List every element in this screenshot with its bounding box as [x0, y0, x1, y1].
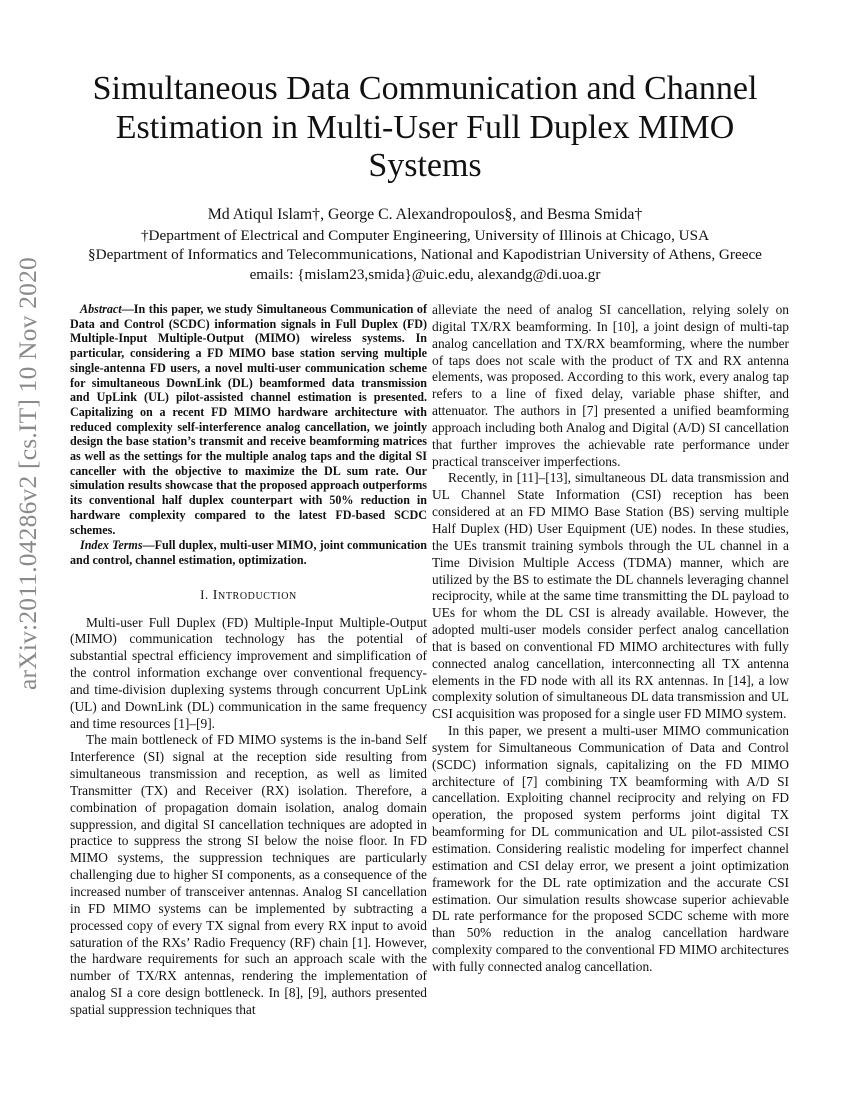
abstract — [70, 302, 427, 537]
body-paragraph: In this paper, we present a multi-user MIMO communication system for Simultaneous Communication of Data and Control (SCDC) information signals, capitalizing on the FD MIMO architecture of [7] combining TX beamforming with A/D SI cancellation. Exploiting channel reciprocity and relying on FD operation, the proposed system performs joint digital TX beamforming for DL communication and UL pilot-assisted CSI estimation. Considering realistic modeling for imperfect channel estimation and CSI delay error, we present a joint optimization framework for the DL rate optimization and the accurate CSI estimation. Our simulation results showcase superior achievable DL rate performance for the proposed SCDC scheme with more than 50% reduction in the analog cancellation hardware complexity compared to the conventional FD MIMO architectures with fully connected analog cancellation. — [432, 723, 789, 974]
author-block — [60, 205, 790, 284]
body-paragraph: alleviate the need of analog SI cancellation, relying solely on digital TX/RX beamforming. In [10], a joint design of multi-tap analog cancellation and TX/RX beamforming, where the number of taps does not scale with the product of TX and RX antenna elements, was proposed. According to this work, every analog tap refers to a line of fixed delay, variable phase shifter, and attenuator. The authors in [7] presented a unified beamforming approach including both Analog and Digital (A/D) SI cancellation that further improves the achievable rate performance under practical transceiver imperfections. — [432, 302, 789, 469]
section-title: Introduction — [212, 587, 297, 603]
body-paragraph: The main bottleneck of FD MIMO systems is the in-band Self Interference (SI) signal at the reception side resulting from simultaneous transmission and reception, as well as limited Transmitter (TX) and Receiver (RX) isolation. Therefore, a combination of propagation domain isolation, analog domain suppression, and digital SI cancellation techniques are adopted in practice to suppress the strong SI below the noise floor. In FD MIMO systems, the suppression techniques are particularly challenging due to higher SI components, as a consequence of the increased number of transceiver antennas. Analog SI cancellation in FD MIMO systems can be implemented by subtracting a processed copy of every TX signal from every RX input to avoid saturation of the RXs’ Radio Frequency (RF) chain [1]. However, the hardware requirements for such an approach scale with the number of TX/RX antennas, rendering the implementation of analog SI a core design bottleneck. In [8], [9], authors presented spatial suppression techniques that — [70, 732, 427, 1017]
abstract-label: Abstract — [80, 302, 122, 316]
section-heading-introduction — [70, 587, 427, 605]
index-terms — [70, 538, 427, 567]
paper-title: Simultaneous Data Communication and Channel Estimation in Multi-User Full Duplex MIMO Systems — [92, 70, 758, 184]
index-terms-label: Index Terms — [80, 538, 143, 553]
left-column — [70, 302, 427, 1019]
author-names: Md Atiqul Islam†, George C. Alexandropoulos§, and Besma Smida† — [207, 206, 643, 223]
abstract-text: —In this paper, we study Simultaneous Communication of Data and Control (SCDC) information signals in Full Duplex (FD) Multiple-Input Multiple-Output (MIMO) wireless systems. In particular, considering a FD MIMO base station serving multiple single-antenna FD users, a novel multi-user communication scheme for simultaneous DownLink (DL) beamformed data transmission and UpLink (UL) pilot-assisted channel estimation is presented. Capitalizing on a recent FD MIMO hardware architecture with reduced complexity self-interference analog cancellation, we jointly design the base station’s transmit and receive beamforming matrices as well as the settings for the multiple analog taps and the digital SI canceller with the objective to maximize the DL sum rate. Our simulation results showcase that the proposed approach outperforms its conventional half duplex counterpart with 50% reduction in hardware complexity compared to the latest FD-based SCDC schemes. — [70, 302, 427, 537]
body-paragraph: Multi-user Full Duplex (FD) Multiple-Input Multiple-Output (MIMO) communication technology has the potential of substantial spectral efficiency improvement and simplification of the control information exchange over conventional frequency- and time-division duplexing systems through concurrent UpLink (UL) and DownLink (DL) communication in the same frequency and time resources [1]–[9]. — [70, 614, 427, 731]
right-column — [432, 302, 789, 976]
affiliation-athens: §Department of Informatics and Telecommunications, National and Kapodistrian University of Athens, Greece — [88, 246, 762, 263]
body-paragraph: Recently, in [11]–[13], simultaneous DL data transmission and UL Channel State Information (CSI) reception has been considered at an FD MIMO Base Station (BS) serving multiple Half Duplex (HD) User Equipment (UE) nodes. In these studies, the UEs transmit training symbols through the UL channel in a Time Division Multiple Access (TDMA) manner, which are utilized by the BS to estimate the DL channels leveraging channel reciprocity, while at the same time transmitting the DL payload to UEs for whom the DL CSI is already available. However, the adopted multi-user models consider perfect analog cancellation that is based on conventional FD MIMO architectures with fully connected analog cancellation, interconnecting all TX antenna elements in the FD node with all its RX antennas. In [14], a low complexity solution of simultaneous DL data transmission and UL CSI acquisition was proposed for a single user FD MIMO system. — [432, 470, 789, 722]
author-emails: emails: {mislam23,smida}@uic.edu, alexandg@di.uoa.gr — [249, 265, 601, 283]
index-terms-text: —Full duplex, multi-user MIMO, joint communication and control, channel estimation, optimization. — [70, 538, 427, 567]
section-number: I. — [200, 586, 213, 602]
affiliation-uic: †Department of Electrical and Computer Engineering, University of Illinois at Chicago, USA — [140, 226, 710, 244]
arxiv-identifier-sidebar: arXiv:2011.04286v2 [cs.IT] 10 Nov 2020 — [13, 256, 42, 690]
